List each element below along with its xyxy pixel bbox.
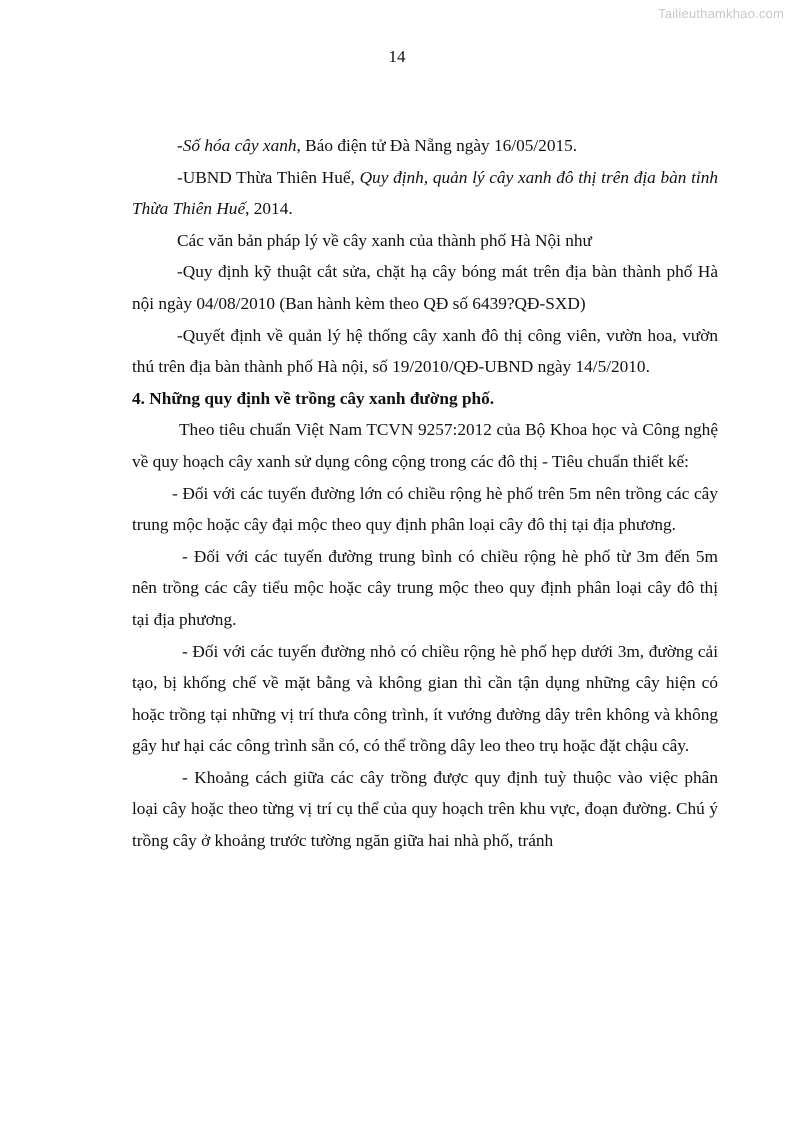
bullet-paragraph: - Khoảng cách giữa các cây trồng được quy định tuỳ thuộc vào việc phân loại cây hoặc theo từng vị trí cụ thể của quy hoạch trên khu vực, đoạn đường. Chú ý trồng cây ở khoảng trước tường ngăn giữa hai nhà phố, tránh [132,767,718,851]
body-paragraph: Theo tiêu chuẩn Việt Nam TCVN 9257:2012 của Bộ Khoa học và Công nghệ về quy hoạch cây xanh sử dụng công cộng trong các đô thị - Tiêu chuẩn thiết kế: [132,420,718,471]
reference-paragraph [132,162,718,225]
text-run: , Báo điện tử Đà Nẵng ngày 16/05/2015. [296,136,578,155]
page-number: 14 [388,47,406,66]
italic-title: Số hóa cây xanh [182,136,297,155]
body-paragraph: Các văn bản pháp lý về cây xanh của thành phố Hà Nội như [177,230,592,250]
bullet-paragraph: - Đối với các tuyến đường trung bình có chiều rộng hè phố từ 3m đến 5m nên trồng các cây tiểu mộc hoặc cây trung mộc theo quy định phân loại cây đô thị tại địa phương. [132,546,718,629]
document-body [132,130,718,857]
italic-title: Quy định, quản lý cây xanh đô thị trên địa bàn tỉnh Thừa Thiên Huế [132,167,719,219]
text-run: , 2014. [245,199,293,219]
bullet-paragraph: - Đối với các tuyến đường nhỏ có chiều rộng hè phố hẹp dưới 3m, đường cải tạo, bị khống chế về mặt bằng và không gian thì cần tận dụng những cây hiện có hoặc trồng tại những vị trí thưa công trình, ít vướng đường dây trên không và không gây hư hại các công trình sẵn có, có thể trồng dây leo theo trụ hoặc đặt chậu cây. [132,641,718,756]
section-heading: 4. Những quy định về trồng cây xanh đường phố. [132,388,495,408]
text-run: -UBND Thừa Thiên Huế, [177,167,360,187]
reference-paragraph: -Quyết định về quản lý hệ thống cây xanh đô thị công viên, vườn hoa, vườn thú trên địa bàn thành phố Hà nội, số 19/2010/QĐ-UBND ngày 14/5/2010. [132,325,718,377]
reference-paragraph [132,130,718,162]
bullet-paragraph: - Đối với các tuyến đường lớn có chiều rộng hè phố trên 5m nên trồng các cây trung mộc hoặc cây đại mộc theo quy định phân loại cây đô thị tại địa phương. [132,483,718,535]
reference-paragraph: -Quy định kỹ thuật cắt sửa, chặt hạ cây bóng mát trên địa bàn thành phố Hà nội ngày 04/08/2010 (Ban hành kèm theo QĐ số 6439?QĐ-SXD) [132,262,718,313]
watermark: Tailieuthamkhao.com [658,6,784,21]
text-run: - [177,136,183,155]
